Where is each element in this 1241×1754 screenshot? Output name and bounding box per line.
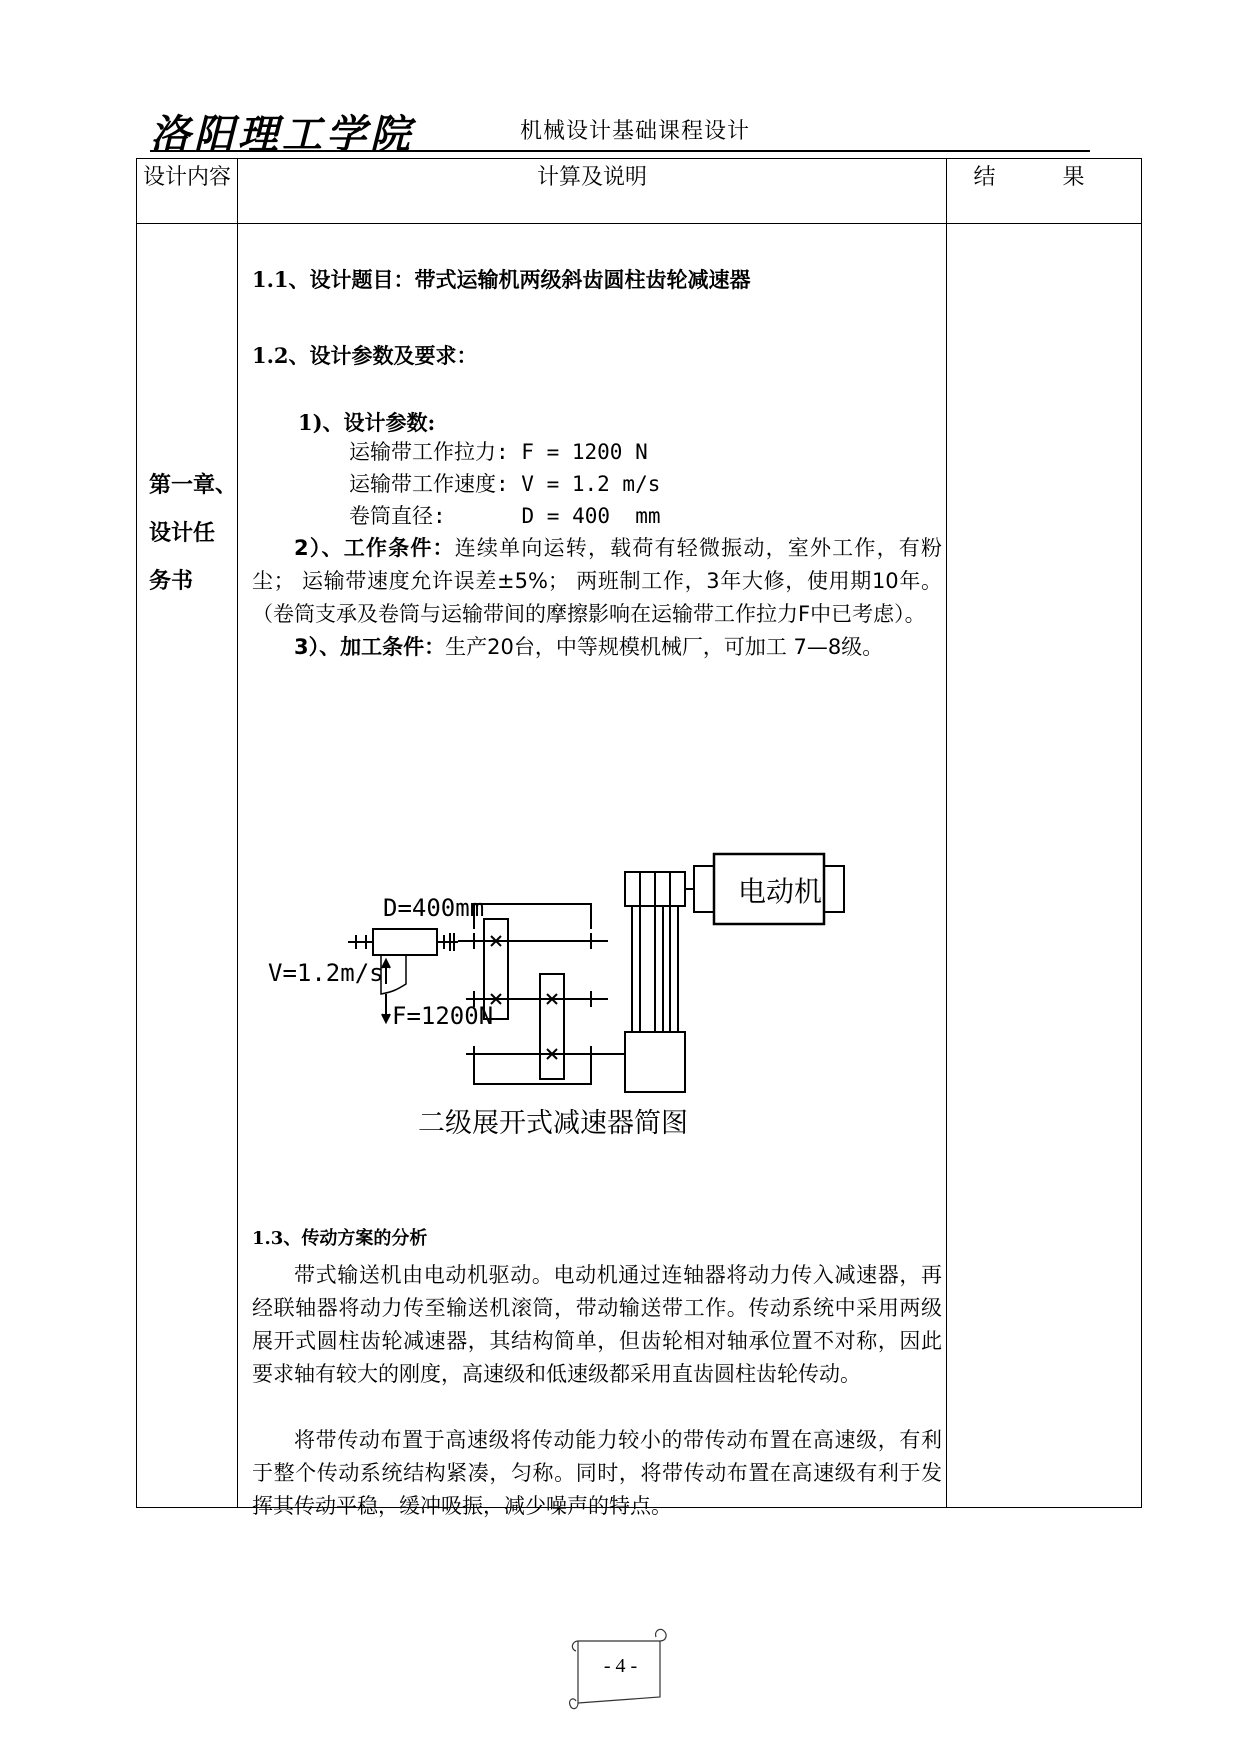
- section-1-3-title: 1.3、传动方案的分析: [252, 1228, 428, 1249]
- section-1-3-para1: 带式输送机由电动机驱动。电动机通过连轴器将动力传入减速器，再经联轴器将动力传至输送机滚筒，带动输送带工作。传动系统中采用两级展开式圆柱齿轮减速器，其结构简单，但齿轮相对轴承位置不对称，因此要求轴有较大的刚度，高速级和低速级都采用直齿圆柱齿轮传动。: [252, 1263, 942, 1386]
- params-title: 1)、设计参数:: [298, 410, 436, 435]
- chapter-line: 第一章、: [149, 473, 238, 498]
- motor-endcap-right: [824, 866, 844, 912]
- school-name: 洛阳理工学院: [150, 111, 414, 158]
- conditions-paragraph: [252, 532, 942, 664]
- header-calc-explain: 计算及说明: [238, 159, 947, 224]
- table-body-row: [137, 224, 1142, 1508]
- param-speed: 运输带工作速度: V = 1.2 m/s: [349, 472, 661, 496]
- section-1-1: 1.1、设计题目：带式运输机两级斜齿圆柱齿轮减速器: [252, 267, 751, 292]
- header-design-content: 设计内容: [137, 159, 238, 224]
- table-header-row: [137, 159, 1142, 224]
- gear-2: [540, 974, 564, 1079]
- param-diameter: 卷筒直径: D = 400 mm: [349, 504, 661, 528]
- header-result: 结 果: [947, 159, 1142, 224]
- process-text: 生产20台，中等规模机械厂，可加工 7—8级。: [445, 635, 884, 659]
- drum: [373, 929, 437, 955]
- course-title: 机械设计基础课程设计: [520, 119, 751, 144]
- work-text: 连续单向运转，载荷有轻微振动，室外工作，有粉尘； 运输带速度允许误差±5%； 两班制工作，3年大修，使用期10年。 （卷筒支承及卷筒与运输带间的摩擦影响在运输带工作拉力F中已考虑）。: [252, 536, 942, 626]
- design-table: [136, 158, 1142, 1518]
- reducer-diagram: [268, 844, 908, 1144]
- motor-label: 电动机: [738, 875, 823, 908]
- work-label: 2）、工作条件：: [294, 536, 455, 560]
- param-force: 运输带工作拉力: F = 1200 N: [349, 440, 648, 464]
- section-1-3-para2: 将带传动布置于高速级将传动能力较小的带传动布置在高速级，有利于整个传动系统结构紧凑，匀称。同时，将带传动布置在高速级有利于发挥其传动平稳，缓冲吸振，减少噪声的特点。: [252, 1428, 942, 1518]
- process-label: 3）、加工条件：: [294, 635, 446, 659]
- force-label: F=1200N: [392, 1002, 494, 1030]
- section-1-2: 1.2、设计参数及要求：: [252, 343, 478, 368]
- content-cell: [238, 224, 947, 1518]
- header-rule: [150, 150, 1090, 152]
- chapter-line: 务书: [149, 569, 194, 594]
- motor-endcap-left: [694, 866, 714, 912]
- velocity-label: V=1.2m/s: [268, 959, 384, 987]
- diagram-caption: 二级展开式减速器简图: [418, 1108, 688, 1139]
- housing-outline: [474, 904, 591, 929]
- diameter-label: D=400mm: [383, 894, 485, 922]
- result-cell: [947, 224, 1142, 1508]
- page-number: - 4 -: [603, 1655, 638, 1677]
- chapter-line: 设计任: [149, 521, 216, 546]
- lower-pulley: [625, 1032, 685, 1092]
- chapter-cell: [137, 224, 238, 1508]
